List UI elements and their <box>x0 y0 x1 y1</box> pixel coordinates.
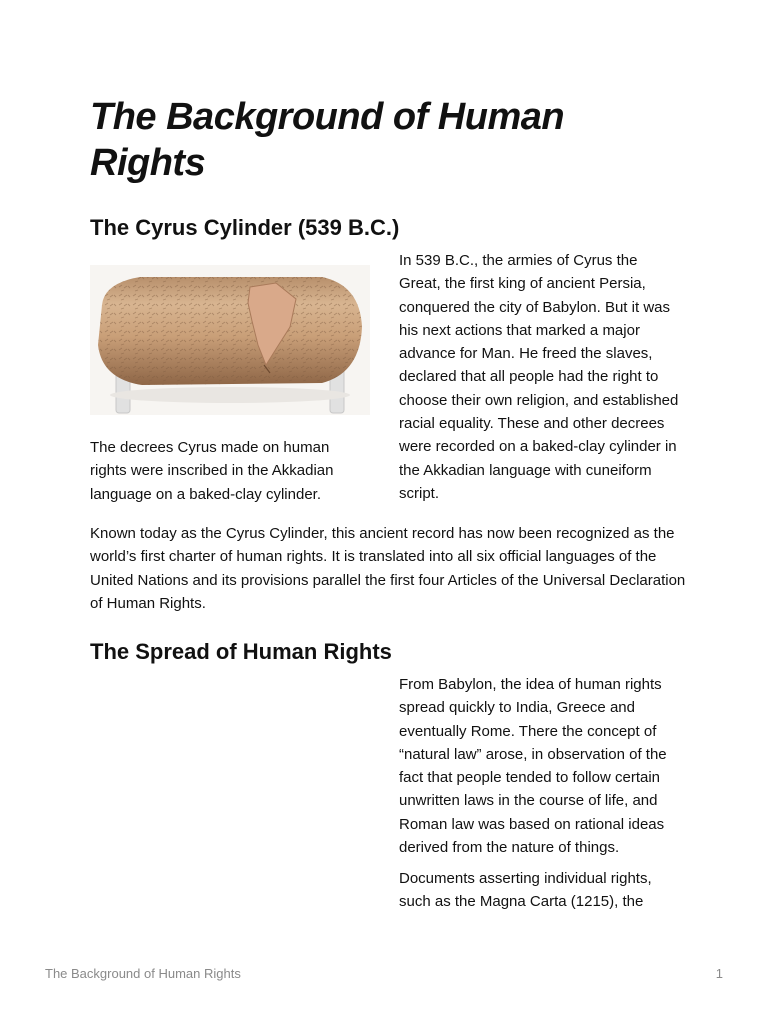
cylinder-illustration <box>90 265 370 415</box>
cyrus-side-paragraph: In 539 B.C., the armies of Cyrus the Great, the first king of ancient Persia, conquered the city of Babylon. But it was his next actions that marked a major advance for Man. He freed the slaves, declared that all people had the right to choose their own religion, and established racial equality. These and other decrees were recorded on a baked-clay cylinder in the Akkadian language with cuneiform script. <box>399 252 679 502</box>
section-heading-spread: The Spread of Human Rights <box>90 639 392 664</box>
spread-paragraph-2: Documents asserting individual rights, such as the Magna Carta (1215), the <box>399 870 652 911</box>
page-title: The Background of Human Rights <box>90 96 565 184</box>
section-heading-cyrus-cylinder: The Cyrus Cylinder (539 B.C.) <box>90 215 400 240</box>
cyrus-full-paragraph: Known today as the Cyrus Cylinder, this ancient record has now been recognized as the world’s first charter of human rights. It is translated into all six official languages of the United Nations and its provisions parallel the first four Articles of the Universal Declaration of Human Rights. <box>90 525 686 612</box>
cyrus-cylinder-photo <box>90 265 370 415</box>
image-caption: The decrees Cyrus made on human rights were inscribed in the Akkadian language on a baked-clay cylinder. <box>90 439 334 503</box>
footer-doc-title: The Background of Human Rights <box>45 966 241 981</box>
footer-page-number: 1 <box>715 966 723 981</box>
spread-paragraph-1: From Babylon, the idea of human rights spread quickly to India, Greece and eventually Rome. There the concept of “natural law” arose, in observation of the fact that people tended to follow certain unwritten laws in the course of life, and Roman law was based on rational ideas derived from the nature of things. <box>399 676 667 857</box>
